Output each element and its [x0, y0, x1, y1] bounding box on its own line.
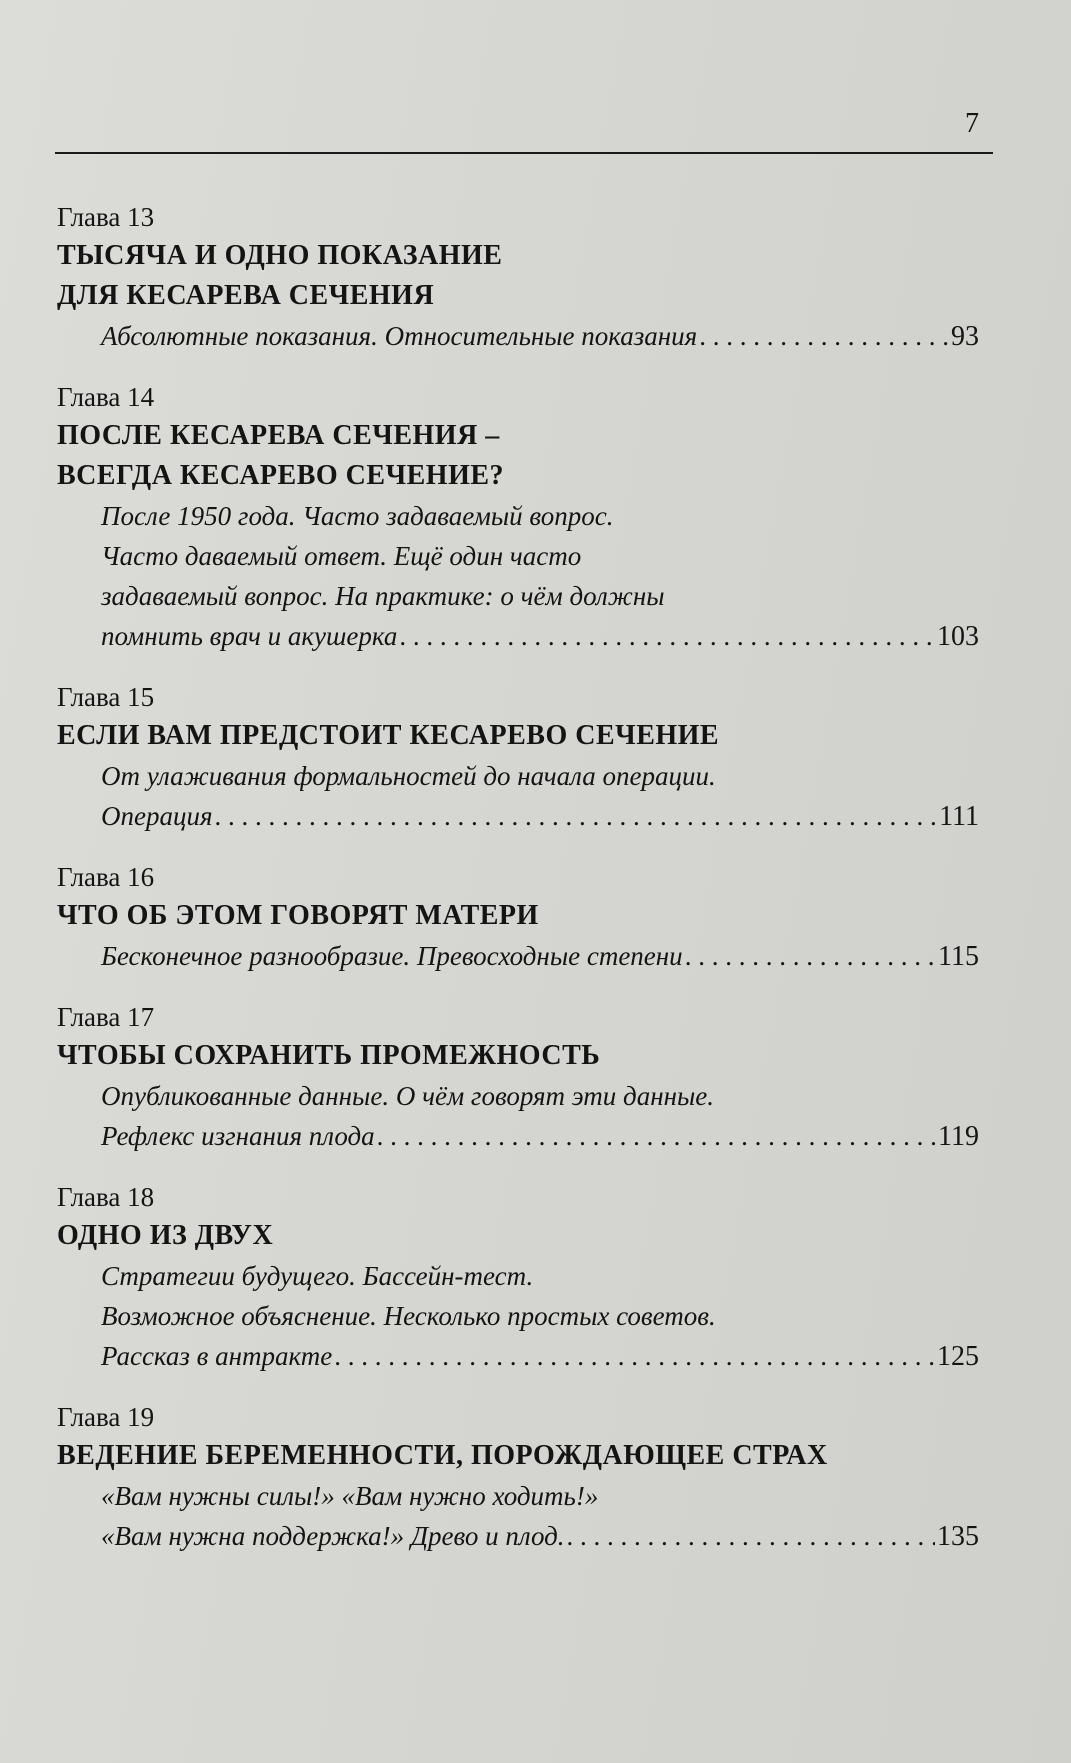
chapter-title-line: ЧТОБЫ СОХРАНИТЬ ПРОМЕЖНОСТЬ: [57, 1040, 601, 1071]
chapter-title-line: ЕСЛИ ВАМ ПРЕДСТОИТ КЕСАРЕВО СЕЧЕНИЕ: [57, 720, 720, 751]
section-text: Часто даваемый ответ. Ещё один часто: [101, 541, 582, 571]
chapter-label: Глава 16: [57, 862, 155, 892]
section-text: После 1950 года. Часто задаваемый вопрос.: [101, 501, 614, 531]
toc-chapter-15: [57, 678, 979, 836]
chapter-title-line: ЧТО ОБ ЭТОМ ГОВОРЯТ МАТЕРИ: [57, 900, 539, 931]
page-reference: 111: [939, 801, 979, 832]
chapter-sections: [57, 496, 979, 656]
chapter-title-line: ВСЕГДА КЕСАРЕВО СЕЧЕНИЕ?: [57, 460, 505, 491]
chapter-sections: [57, 1076, 979, 1156]
table-of-contents: [57, 198, 979, 1578]
chapter-label: Глава 15: [57, 682, 155, 712]
section-text: Рассказ в антракте: [101, 1341, 333, 1371]
chapter-sections: [57, 756, 979, 836]
section-text: От улаживания формальностей до начала операции.: [101, 761, 716, 791]
dot-leader: [567, 1516, 935, 1556]
toc-chapter-13: [57, 198, 979, 356]
section-text: помнить врач и акушерка: [101, 621, 398, 651]
section-text: задаваемый вопрос. На практике: о чём должны: [101, 581, 665, 611]
section-text: Рефлекс изгнания плода: [101, 1121, 375, 1151]
toc-entry[interactable]: [101, 1116, 979, 1156]
chapter-title-line: ПОСЛЕ КЕСАРЕВА СЕЧЕНИЯ –: [57, 420, 500, 451]
dot-leader: [399, 616, 935, 656]
toc-chapter-16: [57, 858, 979, 976]
chapter-title-line: ОДНО ИЗ ДВУХ: [57, 1220, 274, 1251]
toc-chapter-14: [57, 378, 979, 656]
toc-entry[interactable]: [101, 796, 979, 836]
section-text: Бесконечное разнообразие. Превосходные степени: [101, 941, 683, 971]
dot-leader: [215, 796, 938, 836]
chapter-sections: [57, 1256, 979, 1376]
section-text: Абсолютные показания. Относительные показания: [101, 321, 698, 351]
toc-chapter-17: [57, 998, 979, 1156]
section-text: Опубликованные данные. О чём говорят эти данные.: [101, 1081, 715, 1111]
chapter-label: Глава 13: [57, 202, 155, 232]
page-reference: 115: [938, 941, 979, 972]
chapter-sections: [57, 1476, 979, 1556]
toc-entry[interactable]: [101, 316, 979, 356]
section-text: «Вам нужны силы!» «Вам нужно ходить!»: [101, 1481, 599, 1511]
chapter-label: Глава 17: [57, 1002, 155, 1032]
section-text: Операция: [101, 801, 213, 831]
toc-entry[interactable]: [101, 936, 979, 976]
section-text: «Вам нужна поддержка!» Древо и плод.: [101, 1521, 565, 1551]
chapter-title-line: ВЕДЕНИЕ БЕРЕМЕННОСТИ, ПОРОЖДАЮЩЕЕ СТРАХ: [57, 1440, 828, 1471]
dot-leader: [377, 1116, 936, 1156]
toc-entry[interactable]: [101, 616, 979, 656]
chapter-label: Глава 19: [57, 1402, 155, 1432]
section-text: Возможное объяснение. Несколько простых советов.: [101, 1301, 716, 1331]
chapter-sections: [57, 316, 979, 356]
toc-entry[interactable]: [101, 1336, 979, 1376]
dot-leader: [685, 936, 936, 976]
chapter-sections: [57, 936, 979, 976]
toc-chapter-18: [57, 1178, 979, 1376]
chapter-title-line: ТЫСЯЧА И ОДНО ПОКАЗАНИЕ: [57, 240, 503, 271]
page-number: 7: [965, 108, 979, 139]
page-reference: 135: [937, 1521, 979, 1552]
section-text: Стратегии будущего. Бассейн-тест.: [101, 1261, 534, 1291]
header-rule: [55, 152, 993, 154]
page-reference: 125: [937, 1341, 979, 1372]
chapter-title-line: ДЛЯ КЕСАРЕВА СЕЧЕНИЯ: [57, 280, 435, 311]
dot-leader: [334, 1336, 935, 1376]
chapter-label: Глава 18: [57, 1182, 155, 1212]
dot-leader: [699, 316, 949, 356]
page-reference: 103: [937, 621, 979, 652]
page-reference: 93: [951, 321, 979, 352]
page-reference: 119: [938, 1121, 979, 1152]
toc-entry[interactable]: [101, 1516, 979, 1556]
chapter-label: Глава 14: [57, 382, 155, 412]
toc-chapter-19: [57, 1398, 979, 1556]
